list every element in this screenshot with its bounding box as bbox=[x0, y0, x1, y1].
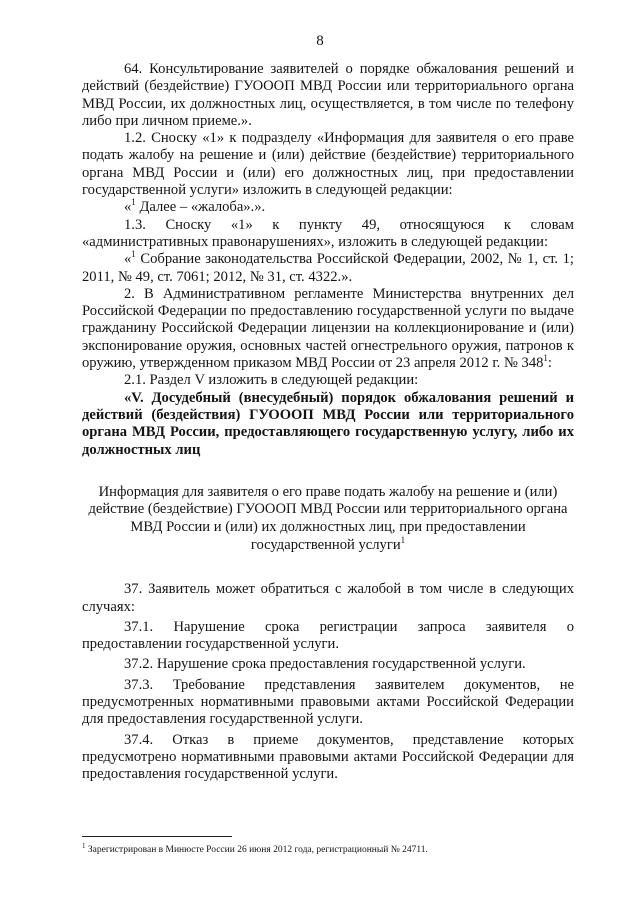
footnote-definition: Собрание законодательства Российской Федерации, 2002, № 1, ст. 1; 2011, № 49, ст. 7061; 2012, № 31, ст. 4322.». bbox=[82, 251, 574, 285]
paragraph-1-2-footnote-text bbox=[82, 199, 574, 216]
section-subtitle bbox=[82, 484, 574, 554]
footnote-marker: 1 bbox=[82, 842, 86, 850]
footnote-marker: 1 bbox=[543, 353, 548, 364]
footnote-definition: Далее – «жалоба».». bbox=[135, 199, 266, 216]
paragraph-37-4: 37.4. Отказ в приеме документов, представление которых предусмотрено нормативными правовыми актами Российской Федерации для предоставления государственной услуги. bbox=[82, 731, 574, 783]
paragraph-2 bbox=[82, 286, 574, 372]
footnote-marker: 1 bbox=[131, 249, 136, 260]
paragraph-2-tail: : bbox=[547, 355, 552, 372]
quote-open: « bbox=[124, 251, 132, 268]
paragraph-37-1: 37.1. Нарушение срока регистрации запроса заявителя о предоставлении государственной услуги. bbox=[82, 618, 574, 653]
paragraph-1-3: 1.3. Сноску «1» к пункту 49, относящуюся к словам «административных правонарушениях», изложить в следующей редакции: bbox=[82, 216, 574, 250]
quote-open: « bbox=[124, 199, 132, 216]
section-subtitle-text: Информация для заявителя о его праве подать жалобу на решение и (или) действие (бездействие) ГУОООП МВД России или территориального органа МВД России и (или) их должностных лиц, при предоставлении государственной услуги bbox=[88, 483, 568, 553]
footnote-marker: 1 bbox=[400, 534, 406, 545]
paragraph-2-1: 2.1. Раздел V изложить в следующей редакции: bbox=[124, 372, 419, 389]
footnote-divider bbox=[82, 836, 232, 837]
paragraph-37-3: 37.3. Требование представления заявителем документов, не предусмотренных нормативными правовыми актами Российской Федерации для предоставления государственной услуги. bbox=[82, 676, 574, 728]
paragraph-64: 64. Консультирование заявителей о порядке обжалования решений и действий (бездействие) ГУОООП МВД России или территориального органа МВД России, их должностных лиц, осуществляется, в том числе по телефону либо при личном приеме.». bbox=[82, 61, 574, 129]
paragraph-37: 37. Заявитель может обратиться с жалобой в том числе в следующих случаях: bbox=[82, 581, 574, 615]
document-body bbox=[82, 61, 574, 783]
paragraph-37-2: 37.2. Нарушение срока предоставления государственной услуги. bbox=[124, 656, 526, 673]
footnote-marker: 1 bbox=[131, 197, 136, 208]
page-footnote bbox=[82, 844, 574, 856]
footnote-text: Зарегистрирован в Минюсте России 26 июня 2012 года, регистрационный № 24711. bbox=[85, 845, 428, 855]
section-v-heading: «V. Досудебный (внесудебный) порядок обжалования решений и действий (бездействия) ГУОООП МВД России или территориального органа МВД России, предоставляющего государственную услугу, либо их должностных лиц bbox=[82, 389, 574, 458]
paragraph-1-3-footnote-text bbox=[82, 251, 574, 286]
paragraph-2-text: 2. В Административном регламенте Министерства внутренних дел Российской Федерации по предоставлению государственной услуги по выдаче гражданину Российской Федерации лицензии на коллекционирование и (или) экспонирование оружия, основных частей огнестрельного оружия, патронов к оружию, утвержденном приказом МВД России от 23 апреля 2012 г. № 348 bbox=[82, 285, 574, 372]
paragraph-1-2: 1.2. Сноску «1» к подразделу «Информация для заявителя о его праве подать жалобу на решение и (или) действие (бездействие) территориального органа МВД России и (или) его должностных лиц, при предоставлении государственной услуги» изложить в следующей редакции: bbox=[82, 130, 574, 199]
page-number: 8 bbox=[316, 33, 324, 49]
